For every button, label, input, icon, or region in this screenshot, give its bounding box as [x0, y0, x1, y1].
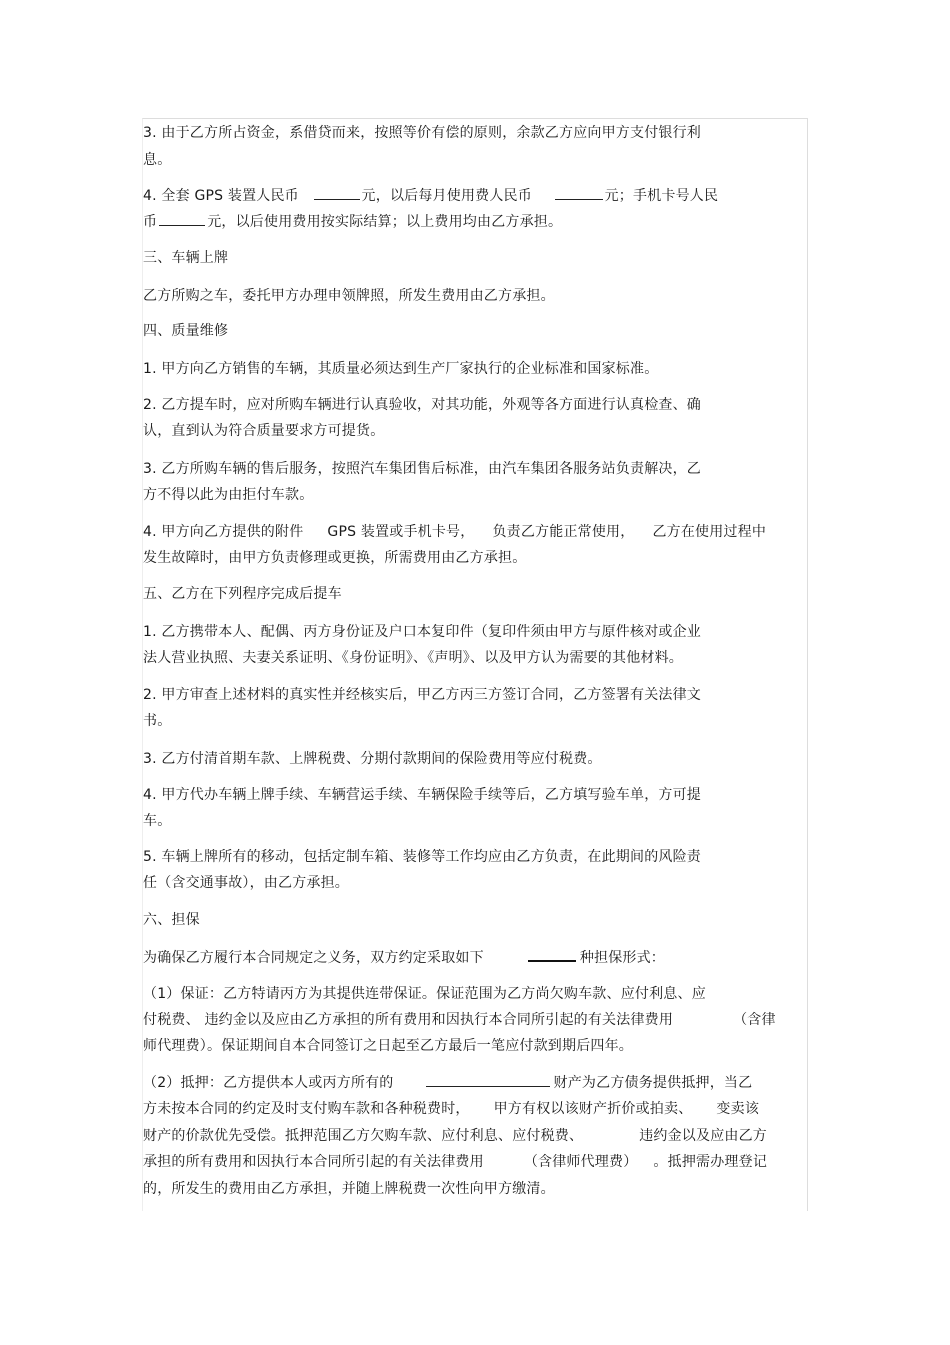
step-2-line-1: 2. 甲方审查上述材料的真实性并经核实后，甲乙方丙三方签订合同，乙方签署有关法律文 [143, 687, 702, 703]
quality-clause-4-line-1 [143, 523, 766, 541]
step-4-line-2: 车。 [143, 813, 172, 829]
quality-clause-4-text-d: 乙方在使用过程中 [652, 524, 767, 540]
clause-4-line-1 [143, 187, 718, 205]
section-4-heading: 四、质量维修 [143, 323, 229, 339]
quality-clause-4-text-b: GPS 装置或手机卡号， [327, 524, 475, 540]
quality-clause-4-line-2: 发生故障时，由甲方负责修理或更换，所需费用由乙方承担。 [143, 550, 527, 566]
clause-3-line-2: 息。 [143, 152, 172, 168]
guarantee-2-text-a: （2）抵押：乙方提供本人或丙方所有的 [143, 1075, 394, 1091]
step-5-line-2: 任（含交通事故），由乙方承担。 [143, 875, 349, 891]
guarantee-1-line-2 [143, 1011, 776, 1029]
guarantee-2-text-d: 甲方有权以该财产折价或拍卖、 [493, 1101, 693, 1117]
clause-3-line-1: 3. 由于乙方所占资金，系借贷而来，按照等价有偿的原则，余款乙方应向甲方支付银行利 [143, 125, 702, 141]
step-3: 3. 乙方付清首期车款、上牌税费、分期付款期间的保险费用等应付税费。 [143, 751, 602, 767]
guarantee-1-line-3: 师代理费）。保证期间自本合同签订之日起至乙方最后一笔应付款到期后四年。 [143, 1038, 633, 1054]
sim-card-blank [159, 213, 205, 226]
quality-clause-2-line-1: 2. 乙方提车时，应对所购车辆进行认真验收，对其功能，外观等各方面进行认真检查、确 [143, 397, 702, 413]
guarantee-2-line-4 [143, 1153, 767, 1171]
guarantee-2-text-g: 违约金以及应由乙方 [639, 1128, 768, 1144]
monthly-fee-blank [555, 187, 603, 200]
guarantee-2-text-e: 变卖该 [716, 1101, 760, 1117]
quality-clause-3-line-1: 3. 乙方所购车辆的售后服务，按照汽车集团售后标准，由汽车集团各服务站负责解决，乙 [143, 461, 702, 477]
step-1-line-2: 法人营业执照、夫妻关系证明、《身份证明》、《声明》、以及甲方认为需要的其他材料。 [143, 650, 683, 666]
clause-4-line-2 [143, 213, 562, 231]
step-5-line-1: 5. 车辆上牌所有的移动，包括定制车箱、装修等工作均应由乙方负责，在此期间的风险责 [143, 849, 702, 865]
guarantee-1-text-a: 付税费、 违约金以及应由乙方承担的所有费用和因执行本合同所引起的有关法律费用 [143, 1012, 674, 1028]
section-3-heading: 三、车辆上牌 [143, 250, 229, 266]
clause-4-text-b: 元，以后每月使用费人民币 [361, 188, 532, 204]
quality-clause-1: 1. 甲方向乙方销售的车辆，其质量必须达到生产厂家执行的企业标准和国家标准。 [143, 361, 659, 377]
quality-clause-4-text-c: 负责乙方能正常使用， [492, 524, 635, 540]
step-1-line-1: 1. 乙方携带本人、配偶、丙方身份证及户口本复印件（复印件须由甲方与原件核对或企业 [143, 624, 702, 640]
section-5-heading: 五、乙方在下列程序完成后提车 [143, 586, 342, 602]
guarantee-2-line-3 [143, 1127, 767, 1145]
guarantee-2-text-b: 财产为乙方债务提供抵押，当乙 [553, 1075, 753, 1091]
guarantee-1-text-b: （含律 [733, 1012, 776, 1028]
guarantee-2-text-f: 财产的价款优先受偿。抵押范围乙方欠购车款、应付利息、应付税费、 [143, 1128, 584, 1144]
guarantee-intro [143, 948, 665, 967]
step-4-line-1: 4. 甲方代办车辆上牌手续、车辆营运手续、车辆保险手续等后，乙方填写验车单，方可提 [143, 787, 702, 803]
guarantee-intro-text-a: 为确保乙方履行本合同规定之义务，双方约定采取如下 [143, 950, 484, 966]
clause-4-text-e: 元，以后使用费用按实际结算；以上费用均由乙方承担。 [207, 214, 563, 230]
clause-4-text-d: 币 [143, 214, 158, 230]
quality-clause-3-line-2: 方不得以此为由拒付车款。 [143, 487, 314, 503]
section-6-heading: 六、担保 [143, 912, 200, 928]
guarantee-count-blank [528, 948, 576, 962]
guarantee-1-line-1: （1）保证：乙方特请丙方为其提供连带保证。保证范围为乙方尚欠购车款、应付利息、应 [143, 986, 706, 1002]
guarantee-2-text-j: 。抵押需办理登记 [653, 1154, 768, 1170]
quality-clause-2-line-2: 认，直到认为符合质量要求方可提货。 [143, 423, 385, 439]
guarantee-2-line-5: 的，所发生的费用由乙方承担，并随上牌税费一次性向甲方缴清。 [143, 1181, 555, 1197]
clause-4-text-c: 元；手机卡号人民 [604, 188, 719, 204]
gps-price-blank [314, 187, 360, 200]
guarantee-2-text-c: 方未按本合同的约定及时支付购车款和各种税费时， [143, 1101, 470, 1117]
step-2-line-2: 书。 [143, 713, 172, 729]
guarantee-2-text-h: 承担的所有费用和因执行本合同所引起的有关法律费用 [143, 1154, 484, 1170]
mortgage-property-blank [426, 1074, 550, 1087]
guarantee-2-line-2 [143, 1100, 759, 1118]
clause-4-text-a: 4. 全套 GPS 装置人民币 [143, 188, 299, 204]
guarantee-2-text-i: （含律师代理费） [523, 1154, 638, 1170]
quality-clause-4-text-a: 4. 甲方向乙方提供的附件 [143, 524, 304, 540]
plate-clause: 乙方所购之车，委托甲方办理申领牌照，所发生费用由乙方承担。 [143, 288, 555, 304]
guarantee-intro-text-b: 种担保形式： [579, 950, 666, 966]
guarantee-2-line-1 [143, 1074, 752, 1092]
